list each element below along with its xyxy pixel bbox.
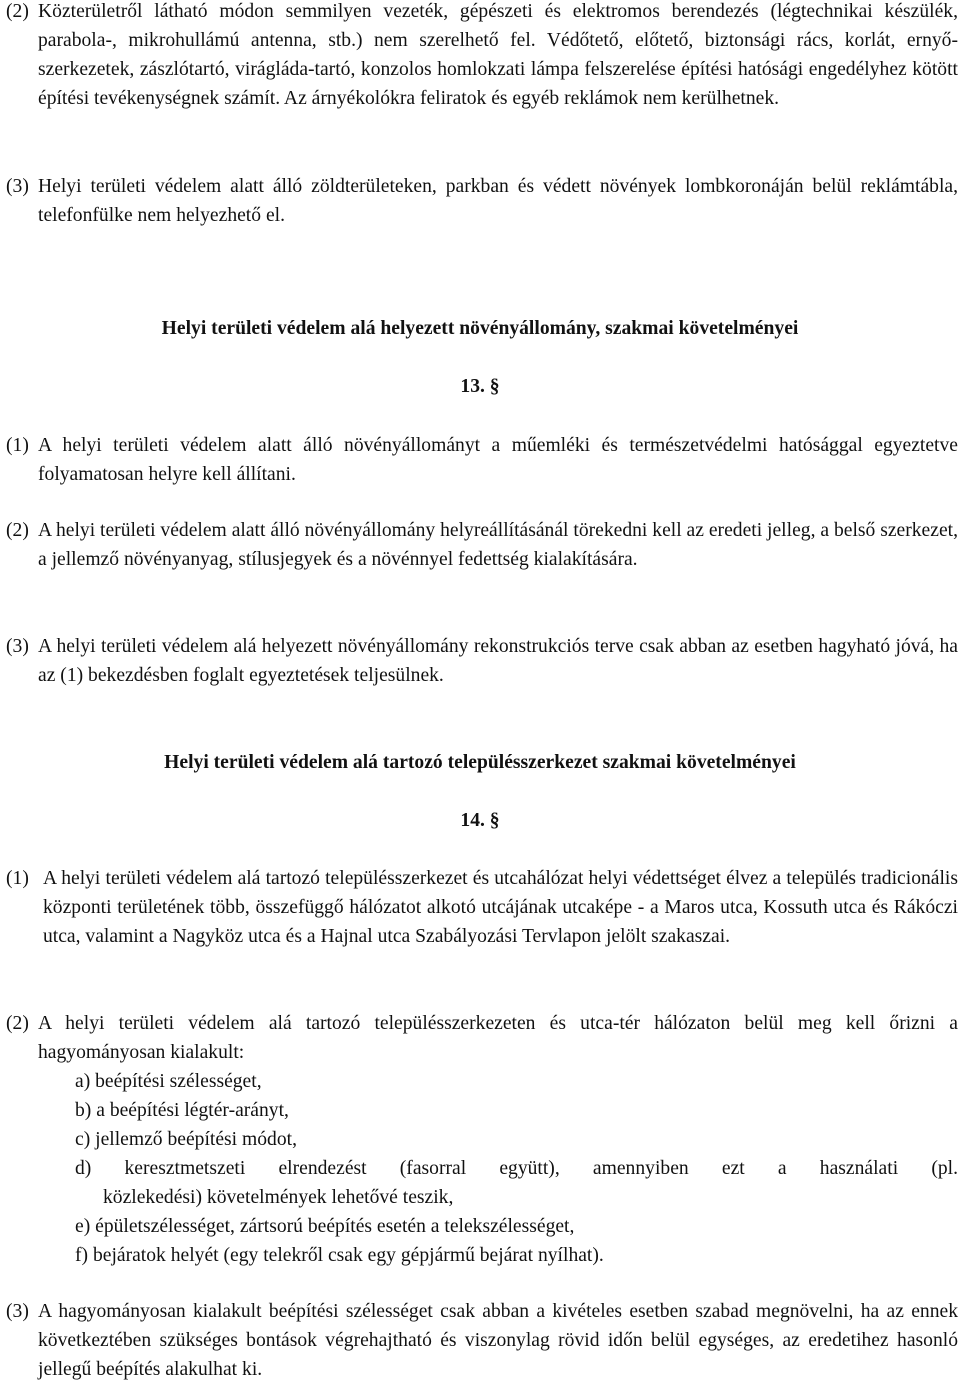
section-number: 13. § <box>460 376 500 397</box>
section-heading: Helyi területi védelem alá tartozó településszerkezet szakmai követelményei <box>164 752 796 773</box>
paragraph-3 <box>6 1297 958 1384</box>
list-item-d-line1: d) keresztmetszeti elrendezést (fasorral együtt), amennyiben ezt a használati (pl. <box>75 1158 958 1179</box>
list-item-e: e) épületszélességet, zártsorú beépítés esetén a telekszélességet, <box>75 1216 575 1237</box>
paragraph-3 <box>6 172 958 230</box>
paragraph-text: A helyi területi védelem alá tartozó településszerkezeten és utca-tér hálózaton belül meg kell őrizni a hagyományosan kialakult: <box>38 1013 958 1063</box>
requirements-list <box>75 1067 958 1270</box>
paragraph-number: (3) <box>6 176 29 197</box>
list-item-d <box>75 1154 958 1212</box>
paragraph-number: (2) <box>6 520 29 541</box>
section-number: 14. § <box>460 810 500 831</box>
list-item-b: b) a beépítési légtér-arányt, <box>75 1100 289 1121</box>
paragraph-number: (3) <box>6 636 29 657</box>
paragraph-2 <box>6 0 958 113</box>
paragraph-2 <box>6 516 958 574</box>
paragraph-2 <box>6 1009 958 1067</box>
paragraph-number: (3) <box>6 1301 29 1322</box>
paragraph-text: A helyi területi védelem alá tartozó településszerkezet és utcahálózat helyi védettséget élvez a település tradicionális központi területének több, összefüggő hálózatot alkotó utcájának utcaképe - a Maros utca, Kossuth utca és Rákóczi utca, valamint a Nagyköz utca és a Hajnal utca Szabályozási Tervlapon jelölt szakaszai. <box>43 868 958 947</box>
paragraph-text: Közterületről látható módon semmilyen vezeték, gépészeti és elektromos berendezés (légtechnikai készülék, parabola-, mikrohullámú antenna, stb.) nem szerelhető fel. Védőtető, előtető, biztonsági rács, korlát, ernyő-szerkezetek, zászlótartó, virágláda-tartó, konzolos homlokzati lámpa felszerelése építési hatósági engedélyhez kötött építési tevékenységnek számít. Az árnyékolókra feliratok és egyéb reklámok nem kerülhetnek. <box>38 1 958 109</box>
paragraph-number: (2) <box>6 1013 29 1034</box>
list-item-c: c) jellemző beépítési módot, <box>75 1129 297 1150</box>
paragraph-3 <box>6 632 958 690</box>
paragraph-text: A hagyományosan kialakult beépítési szélességet csak abban a kivételes esetben szabad megnövelni, ha az ennek következtében szükséges bontások végrehajtható és viszonylag rövid időn belül egységes, az eredetihez hasonló jellegű beépítés alakulhat ki. <box>38 1301 958 1380</box>
paragraph-text: A helyi területi védelem alá helyezett növényállomány rekonstrukciós terve csak abban az esetben hagyható jóvá, ha az (1) bekezdésben foglalt egyeztetések teljesülnek. <box>38 636 958 686</box>
list-item-a: a) beépítési szélességet, <box>75 1071 262 1092</box>
paragraph-number: (2) <box>6 1 29 22</box>
paragraph-1 <box>6 864 958 951</box>
list-item-f: f) bejáratok helyét (egy telekről csak egy gépjármű bejárat nyílhat). <box>75 1245 604 1266</box>
paragraph-text: Helyi területi védelem alatt álló zöldterületeken, parkban és védett növények lombkoronáján belül reklámtábla, telefonfülke nem helyezhető el. <box>38 176 958 226</box>
paragraph-number: (1) <box>6 435 29 456</box>
list-item-d-line2: közlekedési) követelmények lehetővé teszik, <box>103 1187 454 1208</box>
paragraph-text: A helyi területi védelem alatt álló növényállományt a műemléki és természetvédelmi hatósággal egyeztetve folyamatosan helyre kell állítani. <box>38 435 958 485</box>
paragraph-text: A helyi területi védelem alatt álló növényállomány helyreállításánál törekedni kell az eredeti jelleg, a belső szerkezet, a jellemző növényanyag, stílusjegyek és a növénnyel fedettség kialakítására. <box>38 520 958 570</box>
paragraph-1 <box>6 431 958 489</box>
section-heading: Helyi területi védelem alá helyezett növényállomány, szakmai követelményei <box>161 318 799 339</box>
paragraph-number: (1) <box>6 868 29 889</box>
